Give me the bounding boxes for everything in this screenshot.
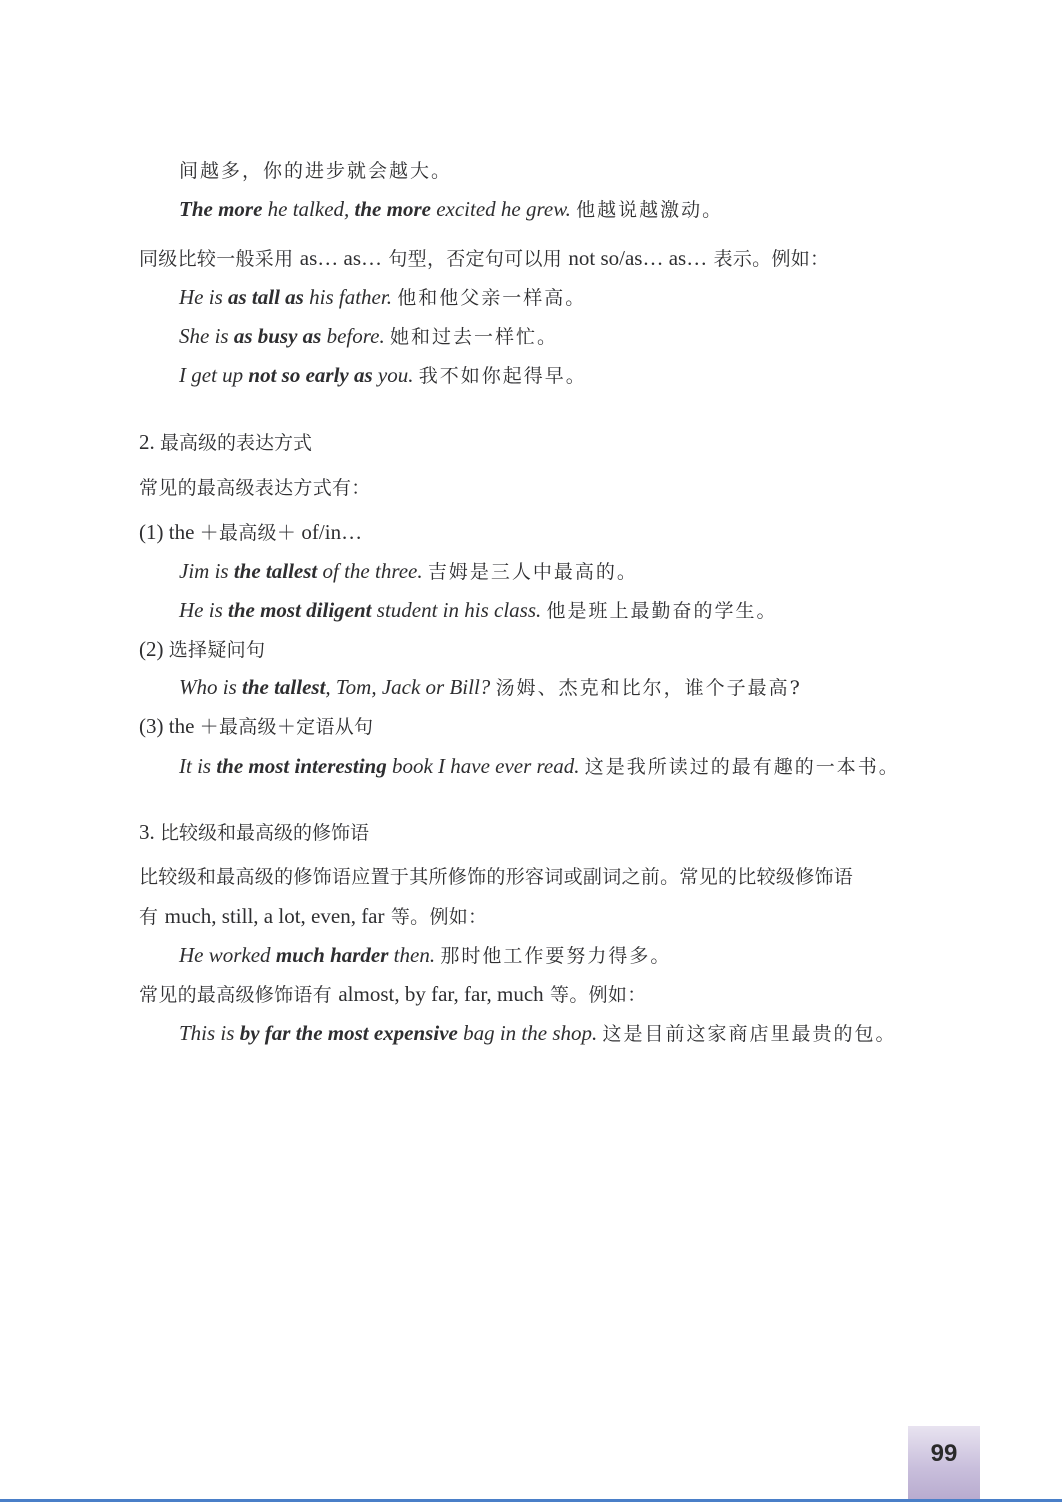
text: 同级比较一般采用 [139, 248, 300, 270]
example-sentence [179, 194, 723, 225]
emphasis: the most interesting [216, 754, 387, 778]
text: 等。例如： [543, 984, 647, 1006]
example-text: before. [321, 324, 390, 348]
bottom-rule [0, 1499, 1062, 1502]
emphasis: the tallest [233, 559, 318, 583]
emphasis: as tall as [228, 285, 304, 309]
heading-number: 3. [139, 820, 160, 844]
chinese-translation: 吉姆是三人中最高的。 [427, 561, 638, 583]
chinese-translation: 间越多，你的进步就会越大。 [179, 160, 453, 182]
example-text: I get up [179, 363, 249, 387]
chinese-translation: 那时他工作要努力得多。 [440, 945, 672, 967]
emphasis: by far the most expensive [239, 1021, 458, 1045]
example-text: he talked, [262, 197, 355, 221]
rule-label: of/in… [296, 520, 363, 544]
example-sentence [179, 940, 671, 971]
rule-item [139, 517, 362, 548]
chinese-translation: 这是我所读过的最有趣的一本书。 [584, 756, 900, 778]
explanation-paragraph [139, 862, 853, 892]
heading-number: 2. [139, 430, 160, 454]
text: 等。例如： [384, 906, 488, 928]
emphasis: not so early as [248, 363, 373, 387]
example-text: , Tom, Jack or Bill? [325, 675, 496, 699]
example-text: you. [372, 363, 419, 387]
section-heading [139, 427, 312, 458]
example-text: Jim is [179, 559, 234, 583]
chinese-translation: 他是班上最勤奋的学生。 [546, 600, 778, 622]
example-text: of the three. [317, 559, 428, 583]
example-text: his father. [303, 285, 398, 309]
example-text: Who is [179, 675, 242, 699]
chinese-translation: 他和他父亲一样高。 [397, 287, 587, 309]
example-sentence [179, 321, 558, 352]
page-number: 99 [930, 1440, 958, 1467]
emphasis: the most diligent [228, 598, 372, 622]
example-text: He is [179, 285, 228, 309]
example-text: excited he grew. [430, 197, 577, 221]
example-sentence [179, 282, 586, 313]
rule-label: (1) the [139, 520, 200, 544]
section-heading [139, 817, 369, 848]
example-text: She is [179, 324, 234, 348]
rule-item [139, 711, 373, 742]
explanation-paragraph [139, 901, 487, 932]
example-sentence [179, 556, 638, 587]
pattern: not so/as… as… [568, 246, 708, 270]
example-text: He worked [179, 943, 276, 967]
emphasis: much harder [275, 943, 389, 967]
text: 有 [139, 906, 165, 928]
page-number-tab [908, 1426, 980, 1502]
emphasis: the tallest [242, 675, 326, 699]
rule-label: (3) the [139, 714, 200, 738]
modifier-list: much, still, a lot, even, far [164, 904, 385, 928]
chinese-translation: 他越说越激动。 [576, 199, 724, 221]
emphasis: the more [354, 197, 431, 221]
pattern: as… as… [299, 246, 382, 270]
explanation-paragraph [139, 473, 371, 503]
example-text: then. [388, 943, 441, 967]
modifier-list: almost, by far, far, much [338, 982, 544, 1006]
example-sentence [179, 751, 900, 782]
heading-text: 比较级和最高级的修饰语 [160, 822, 370, 844]
heading-text: 最高级的表达方式 [160, 432, 313, 454]
text: 表示。例如： [707, 248, 830, 270]
example-sentence [179, 595, 778, 626]
example-text: He is [179, 598, 228, 622]
example-sentence [179, 1018, 897, 1049]
emphasis: The more [179, 197, 263, 221]
text: 句型，否定句可以用 [382, 248, 569, 270]
rule-item [139, 634, 265, 665]
chinese-translation: 我不如你起得早。 [418, 365, 587, 387]
example-text: book I have ever read. [386, 754, 585, 778]
text: 常见的最高级修饰语有 [139, 984, 339, 1006]
rule-text: ＋最高级＋ [199, 522, 297, 544]
chinese-translation: 她和过去一样忙。 [389, 326, 558, 348]
rule-label: (2) [139, 637, 169, 661]
rule-text: ＋最高级＋定语从句 [199, 716, 374, 738]
text: 常见的最高级表达方式有： [139, 477, 371, 499]
chinese-translation: 汤姆、杰克和比尔，谁个子最高? [495, 677, 802, 699]
example-sentence [179, 360, 587, 391]
example-text: This is [179, 1021, 240, 1045]
rule-text: 选择疑问句 [168, 639, 266, 661]
example-text: bag in the shop. [457, 1021, 603, 1045]
example-sentence [179, 672, 802, 703]
chinese-translation: 这是目前这家商店里最贵的包。 [602, 1023, 897, 1045]
example-text: student in his class. [371, 598, 547, 622]
explanation-paragraph [139, 979, 647, 1010]
example-continuation [179, 155, 452, 186]
explanation-paragraph [139, 243, 829, 274]
text: 比较级和最高级的修饰语应置于其所修饰的形容词或副词之前。常见的比较级修饰语 [139, 866, 854, 888]
emphasis: as busy as [233, 324, 322, 348]
example-text: It is [179, 754, 217, 778]
